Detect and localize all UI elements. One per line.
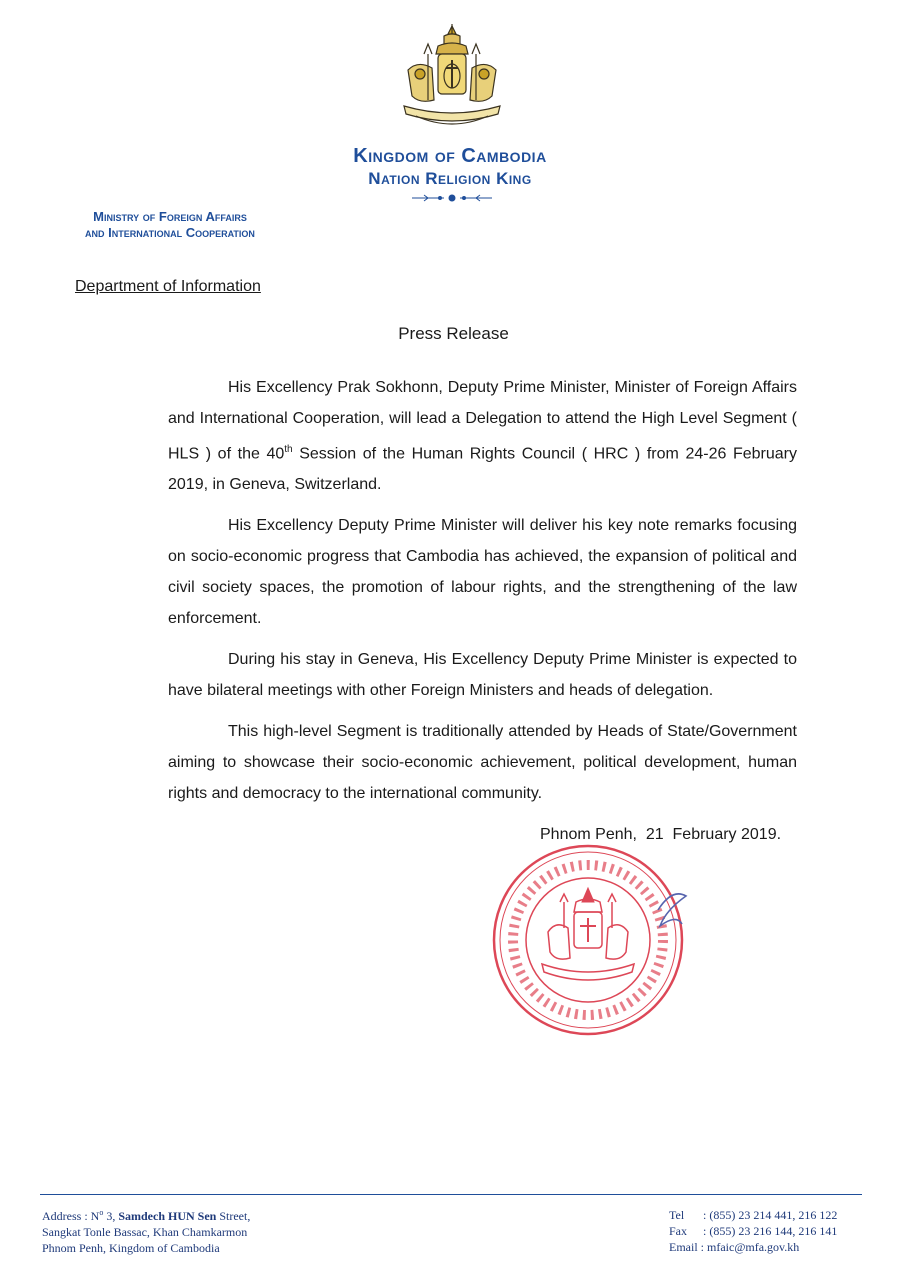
address-bold: Samdech HUN Sen [118, 1209, 217, 1223]
paragraph-1-text: , Deputy Prime Minister, Minister of Foreign Affairs and International Cooperation, will lead a Delegation to attend the High Level Segment ( HLS ) of the 40 [168, 379, 797, 463]
paragraph-1-sup: th [284, 444, 293, 455]
footer-contacts [669, 1207, 837, 1255]
ministry-name [40, 209, 300, 241]
paragraph-1-lead: His Excellency Prak Sokhonn [228, 379, 439, 396]
ministry-line-1: Ministry of Foreign Affairs [93, 209, 247, 224]
address-suffix: Street, [216, 1209, 251, 1223]
address-sup: o [99, 1208, 104, 1217]
email-row [669, 1239, 837, 1255]
address-line-1 [42, 1205, 250, 1224]
address-prefix: Address : N [42, 1209, 100, 1223]
tel-row [669, 1207, 837, 1223]
ministry-line-2: and International Cooperation [85, 225, 255, 240]
ornament-divider-icon [410, 190, 494, 200]
dateline: Phnom Penh, 21 February 2019. [540, 826, 782, 843]
tel-label: Tel [669, 1208, 685, 1222]
paragraph-2-text: will deliver his key note remarks focusing on socio-economic progress that Cambodia has achieved, the expansion of political and civil society spaces, the promotion of labour rights, and the strengthening of the law enforcement. [168, 517, 797, 628]
title-text: Press Release [398, 324, 509, 343]
fax-label: Fax [669, 1224, 687, 1238]
paragraph-3 [168, 644, 797, 706]
email-value: : mfaic@mfa.gov.kh [697, 1240, 800, 1254]
paragraph-2 [168, 510, 797, 634]
footer-address [42, 1205, 250, 1256]
national-motto: Nation Religion King [368, 169, 532, 188]
paragraph-3-text: is expected to have bilateral meetings with other Foreign Ministers and heads of delegation. [168, 651, 797, 700]
paragraph-3-pre: During his stay in Geneva, [228, 651, 424, 669]
footer-divider [40, 1194, 862, 1195]
address-line-2: Sangkat Tonle Bassac, Khan Chamkarmon [42, 1225, 248, 1239]
department-label: Department of Information [75, 278, 261, 295]
fax-value: : (855) 23 216 144, 216 141 [703, 1224, 838, 1238]
paragraph-3-lead: His Excellency Deputy Prime Minister [423, 651, 692, 669]
royal-coat-of-arms-icon [398, 24, 506, 136]
paragraph-4-text: This high-level Segment is traditionally attended by Heads of State/Government aiming to showcase their socio-economic achievement, political development, human rights and democracy to the international community. [168, 723, 797, 803]
kingdom-heading [300, 144, 600, 190]
kingdom-name: Kingdom of Cambodia [353, 145, 547, 167]
address-line-3: Phnom Penh, Kingdom of Cambodia [42, 1241, 220, 1255]
email-label: Email [669, 1240, 698, 1254]
paragraph-1 [168, 372, 797, 500]
paragraph-2-lead: His Excellency Deputy Prime Minister [228, 517, 498, 535]
ministry-seal-stamp-icon [490, 840, 690, 1040]
paragraph-1-text2: Session of the Human Rights Council ( HRC ) from 24-26 February 2019, in Geneva, Switzerland. [168, 445, 797, 494]
paragraph-4 [168, 716, 797, 809]
address-mid: 3, [103, 1209, 119, 1223]
fax-row [669, 1223, 837, 1239]
page-title [0, 324, 905, 344]
press-release-body [168, 372, 797, 819]
tel-value: : (855) 23 214 441, 216 122 [703, 1208, 838, 1222]
